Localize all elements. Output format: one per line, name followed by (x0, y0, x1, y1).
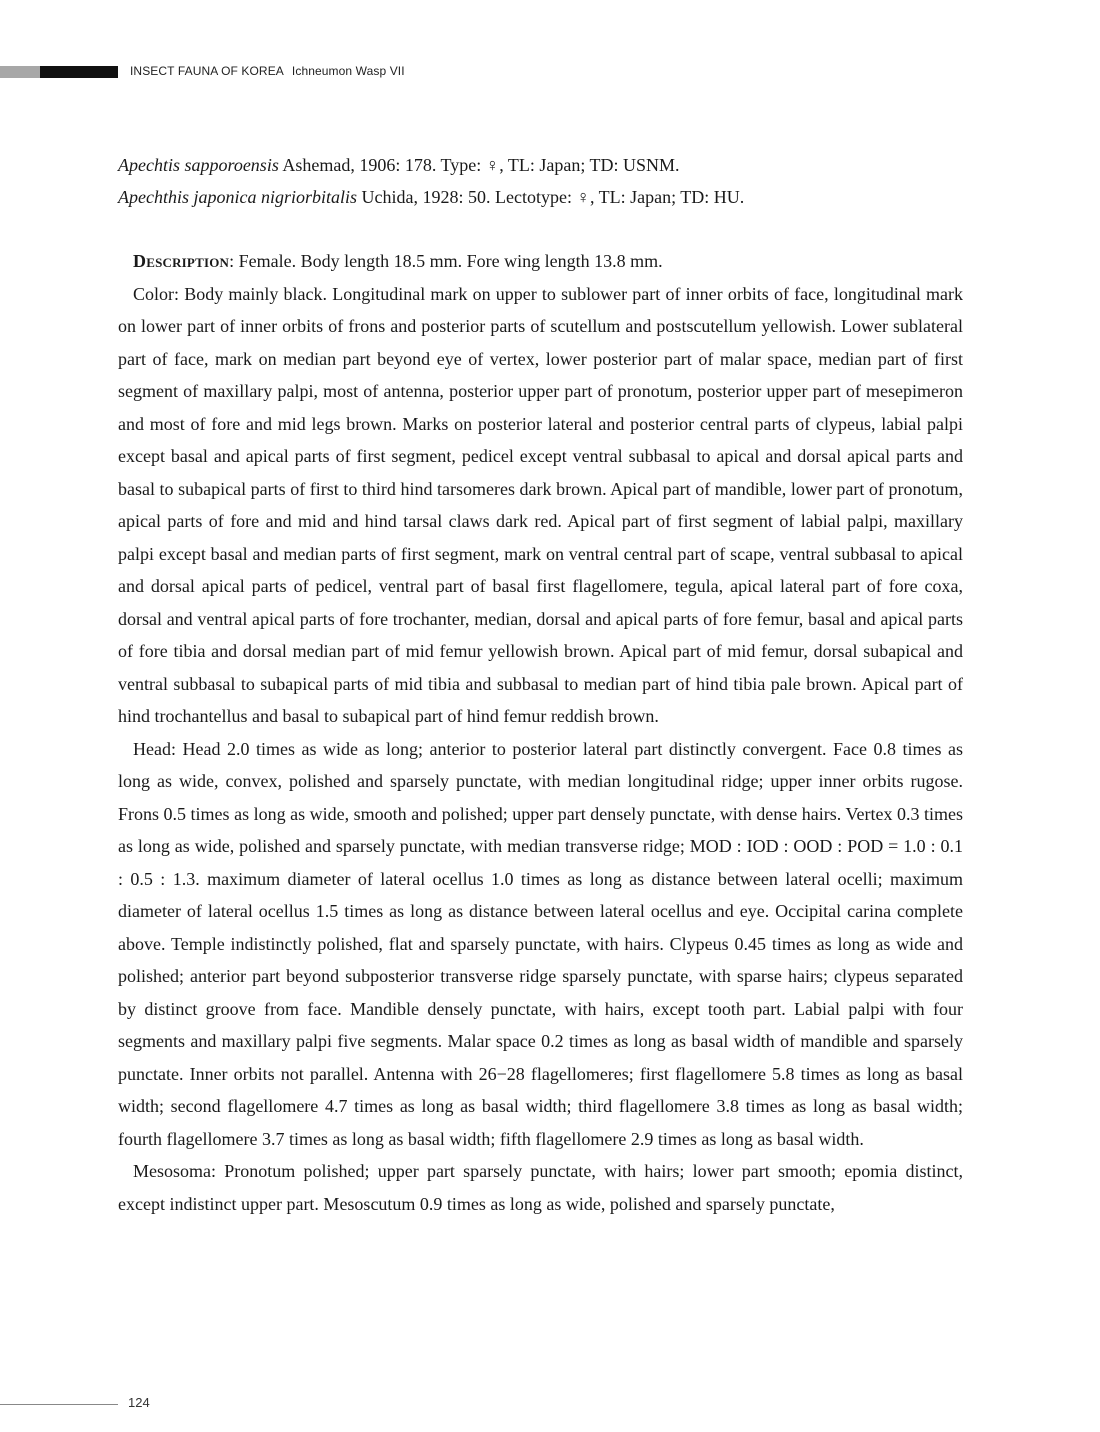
header-bar-black (40, 66, 118, 78)
synonym-list (118, 149, 978, 213)
synonym-entry (118, 181, 978, 213)
footer-rule (0, 1404, 118, 1405)
synonym-entry (118, 149, 978, 181)
taxon-name: Apechthis japonica nigriorbitalis (118, 187, 357, 207)
page-number: 124 (128, 1395, 150, 1410)
running-header (0, 66, 1100, 78)
book-subtitle: Ichneumon Wasp VII (291, 64, 405, 78)
page-footer (0, 1395, 300, 1415)
description-body (118, 245, 963, 1220)
running-head-text (130, 64, 405, 78)
book-title: INSECT FAUNA OF KOREA (130, 64, 284, 78)
description-intro (118, 245, 963, 278)
header-bar-gray (0, 66, 40, 78)
head-paragraph: Head: Head 2.0 times as wide as long; anterior to posterior lateral part distinctly convergent. Face 0.8 times as long as wide, convex, polished and sparsely punctate, with median longitudinal ridge; upper inner orbits rugose. Frons 0.5 times as long as wide, smooth and polished; upper part densely punctate, with dense hairs. Vertex 0.3 times as long as wide, polished and sparsely punctate, with median transverse ridge; MOD : IOD : OOD : POD = 1.0 : 0.1 : 0.5 : 1.3. maximum diameter of lateral ocellus 1.0 times as long as distance between lateral ocelli; maximum diameter of lateral ocellus 1.5 times as long as distance between lateral ocellus and eye. Occipital carina complete above. Temple indistinctly polished, flat and sparsely punctate, with hairs. Clypeus 0.45 times as long as wide and polished; anterior part beyond subposterior transverse ridge sparsely punctate, with sparse hairs; clypeus separated by distinct groove from face. Mandible densely punctate, with hairs, except tooth part. Labial palpi with four segments and maxillary palpi five segments. Malar space 0.2 times as long as basal width of mandible and sparsely punctate. Inner orbits not parallel. Antenna with 26−28 flagellomeres; first flagellomere 5.8 times as long as basal width; second flagellomere 4.7 times as long as basal width; third flagellomere 3.8 times as long as basal width; fourth flagellomere 3.7 times as long as basal width; fifth flagellomere 2.9 times as long as basal width. (118, 738, 963, 1149)
color-paragraph: Color: Body mainly black. Longitudinal mark on upper to sublower part of inner orbits of face, longitudinal mark on lower part of inner orbits of frons and posterior parts of scutellum and postscutellum yellowish. Lower sublateral part of face, mark on median part beyond eye of vertex, lower posterior part of malar space, median part of first segment of maxillary palpi, most of antenna, posterior upper part of pronotum, posterior upper part of mesepimeron and most of fore and mid legs brown. Marks on posterior lateral and posterior central parts of clypeus, labial palpi except basal and apical parts of first segment, pedicel except ventral subbasal to apical and dorsal apical parts and basal to subapical parts of first to third hind tarsomeres dark brown. Apical part of mandible, lower part of pronotum, apical parts of fore and mid and hind tarsal claws dark red. Apical part of first segment of labial palpi, maxillary palpi except basal and median parts of first segment, mark on ventral central part of scape, ventral subbasal to apical and dorsal apical parts of pedicel, ventral part of basal first flagellomere, tegula, apical lateral part of fore coxa, dorsal and ventral apical parts of fore trochanter, median, dorsal and apical parts of fore femur, basal and apical parts of fore tibia and dorsal median part of mid femur yellowish brown. Apical part of mid femur, dorsal subapical and ventral subbasal to subapical parts of mid tibia and subbasal to median part of hind tibia pale brown. Apical part of hind trochantellus and basal to subapical part of hind femur reddish brown. (118, 283, 963, 726)
taxon-name: Apechtis sapporoensis (118, 155, 279, 175)
synonym-citation: Uchida, 1928: 50. Lectotype: ♀, TL: Japan; TD: HU. (357, 187, 745, 207)
description-intro-text: : Female. Body length 18.5 mm. Fore wing length 13.8 mm. (229, 251, 663, 271)
synonym-citation: Ashemad, 1906: 178. Type: ♀, TL: Japan; TD: USNM. (278, 155, 680, 175)
section-heading: Description (133, 251, 230, 271)
mesosoma-paragraph: Mesosoma: Pronotum polished; upper part sparsely punctate, with hairs; lower part smooth; epomia distinct, except indistinct upper part. Mesoscutum 0.9 times as long as wide, polished and sparsely punctate, (118, 1161, 963, 1214)
